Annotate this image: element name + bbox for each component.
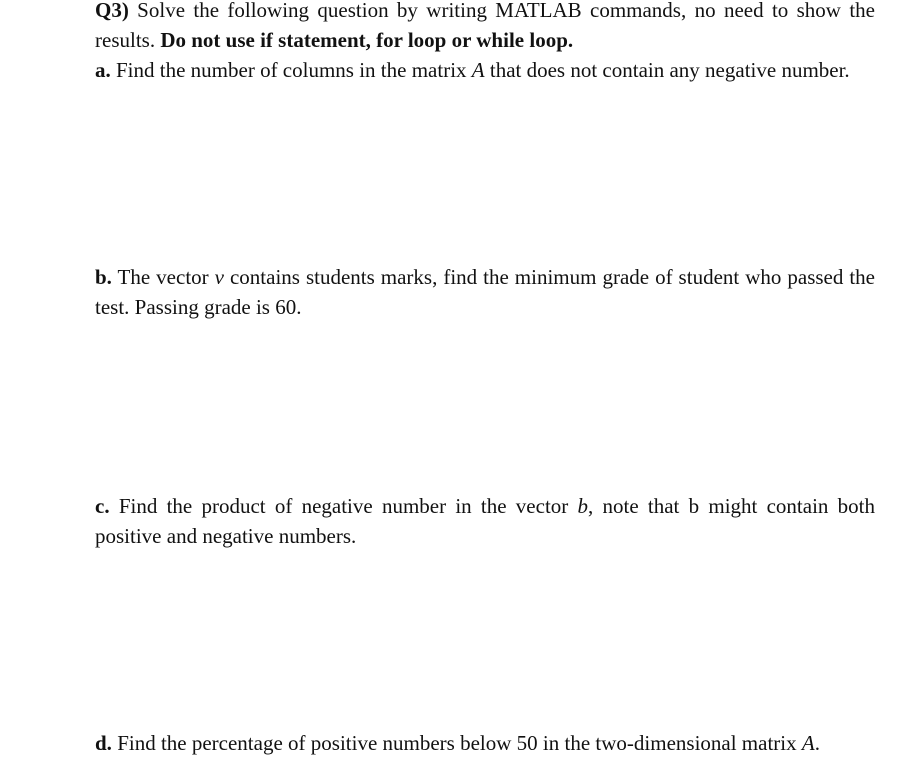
question-restriction: Do not use if statement, for loop or while loop. [160, 28, 574, 52]
part-a-variable: A [471, 58, 485, 82]
part-a-label: a. [95, 58, 111, 82]
part-a-text-end: that does not contain any negative number. [484, 58, 850, 82]
part-d-text-end: . [814, 731, 820, 755]
part-d-text-start: Find the percentage of positive numbers below 50 in the two-dimensional matrix [111, 731, 802, 755]
part-d-variable: A [801, 731, 815, 755]
part-c-label: c. [95, 494, 110, 518]
part-a-text-start: Find the number of columns in the matrix [110, 58, 472, 82]
question-intro [95, 0, 875, 55]
part-b-variable: v [214, 265, 224, 289]
part-b-text-end: contains students marks, find the minimum grade of student who passed the test. Passing grade is 60. [95, 265, 875, 319]
part-c-text-start: Find the product of negative number in the vector [109, 494, 578, 518]
part-b-label: b. [95, 265, 112, 289]
part-a [95, 55, 875, 85]
part-c [95, 491, 875, 551]
part-b [95, 262, 875, 322]
question-number: Q3) [95, 0, 129, 22]
part-d [95, 728, 910, 758]
part-c-text-end: , note that b might contain both positive and negative numbers. [95, 494, 875, 548]
part-c-variable: b [577, 494, 589, 518]
question-instructions: Solve the following question by writing MATLAB commands, no need to show the results. [95, 0, 875, 52]
part-d-label: d. [95, 731, 112, 755]
part-b-text-start: The vector [111, 265, 215, 289]
